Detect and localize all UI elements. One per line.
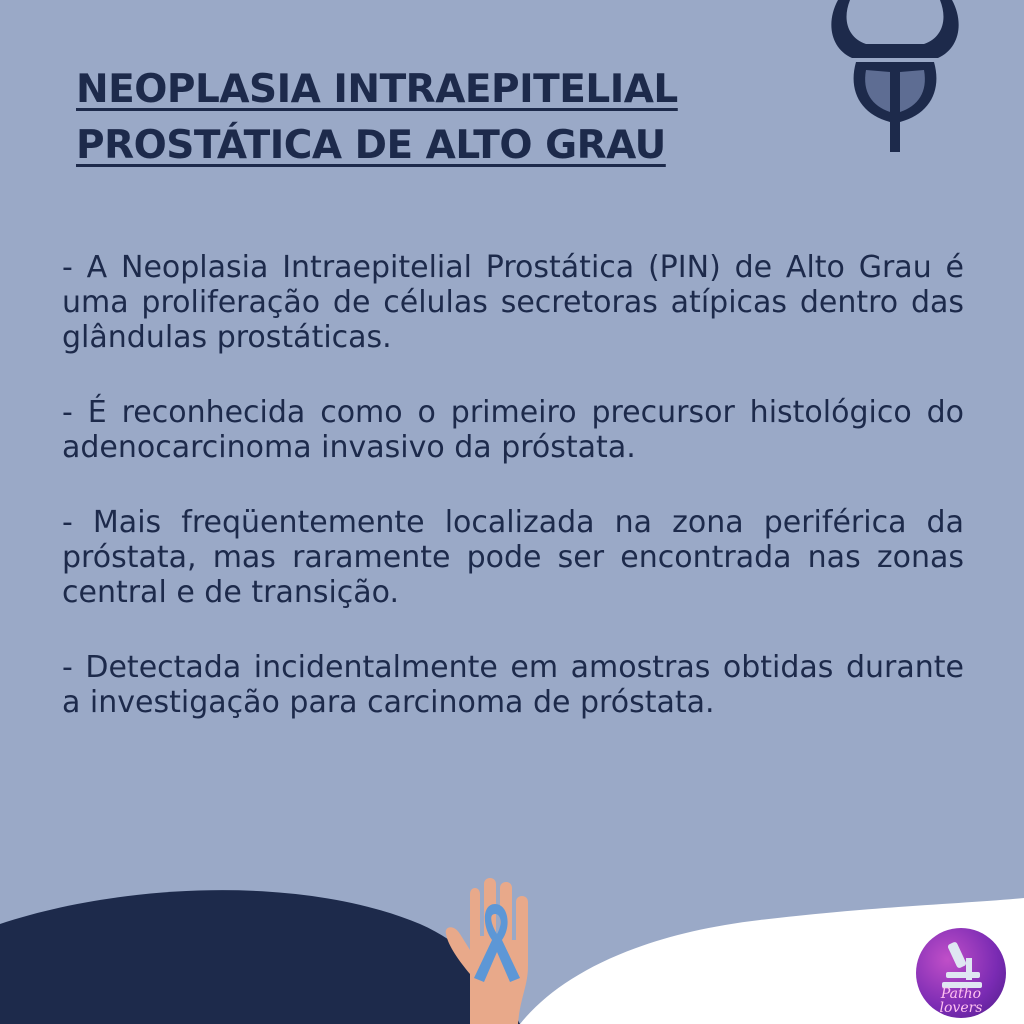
paragraph-pin-definition: - A Neoplasia Intraepitelial Prostática (PIN) de Alto Grau é uma proliferação de células secretoras atípicas dentro das glândulas prostáticas. [62, 250, 964, 355]
paragraph-precursor: - É reconhecida como o primeiro precursor histológico do adenocarcinoma invasivo da próstata. [62, 395, 964, 465]
microscope-logo-icon [916, 928, 1006, 1018]
content-body [62, 250, 964, 760]
logo-text-line-2: lovers [939, 1000, 983, 1016]
paragraph-detection: - Detectada incidentalmente em amostras obtidas durante a investigação para carcinoma de próstata. [62, 650, 964, 720]
hand-ribbon-icon [440, 874, 550, 1024]
title-line-1: NEOPLASIA INTRAEPITELIAL [76, 67, 678, 112]
prostate-icon [820, 0, 970, 160]
title-line-2: PROSTÁTICA DE ALTO GRAU [76, 123, 666, 168]
logo-text-line-1: Patho [940, 986, 982, 1002]
page-title [76, 62, 796, 174]
paragraph-location: - Mais freqüentemente localizada na zona periférica da próstata, mas raramente pode ser encontrada nas zonas central e de transição. [62, 505, 964, 610]
